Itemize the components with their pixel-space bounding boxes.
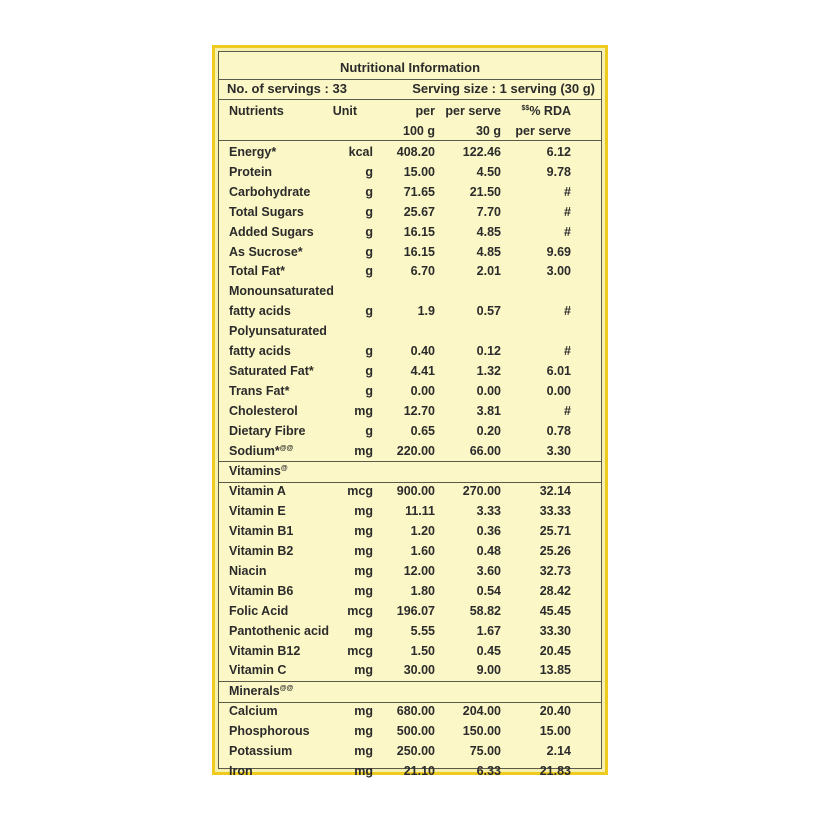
nutrient-name	[229, 245, 303, 259]
table-row	[219, 321, 601, 341]
value-rda: #	[564, 403, 571, 418]
nutrient-unit: mg	[354, 724, 373, 739]
table-row	[219, 281, 601, 301]
nutrient-name	[229, 324, 327, 338]
value-rda: 20.45	[539, 643, 571, 658]
nutrient-unit: mg	[354, 403, 373, 418]
nutrient-unit: mg	[354, 524, 373, 539]
nutrient-unit: g	[365, 244, 373, 259]
value-per-serve: 1.32	[476, 363, 501, 378]
value-rda: 6.12	[546, 145, 571, 159]
value-per-serve: 204.00	[462, 704, 501, 719]
value-per-100g: 0.00	[410, 383, 435, 398]
value-per-serve: 66.00	[469, 443, 501, 458]
nutrient-unit: g	[365, 383, 373, 398]
nutrient-name-text: Saturated Fat*	[229, 363, 314, 378]
nutrient-name-text: Vitamin E	[229, 504, 286, 519]
table-row	[219, 301, 601, 321]
value-per-serve: 75.00	[469, 744, 501, 758]
value-per-serve: 0.36	[476, 524, 501, 539]
divider	[219, 79, 601, 80]
header-row-2	[219, 121, 601, 141]
value-rda: 0.00	[546, 383, 571, 398]
value-per-100g: 500.00	[396, 724, 435, 739]
table-row	[219, 162, 601, 182]
nutrient-name-text: Monounsaturated	[229, 284, 334, 299]
nutrient-unit: g	[365, 264, 373, 279]
value-per-serve: 150.00	[462, 724, 501, 739]
nutrient-unit: mg	[354, 704, 373, 719]
value-per-serve: 0.00	[476, 383, 501, 398]
value-per-100g: 1.20	[410, 524, 435, 539]
value-per-100g: 1.50	[410, 643, 435, 658]
value-per-100g: 0.65	[410, 423, 435, 438]
nutrient-name-text: Iron	[229, 763, 253, 778]
nutrient-name	[229, 205, 304, 219]
minerals-heading-text: Minerals	[229, 684, 280, 699]
nutrient-name-text: Potassium	[229, 744, 293, 758]
nutrient-name	[229, 704, 278, 718]
value-per-serve: 3.33	[476, 504, 501, 519]
value-per-100g: 15.00	[403, 164, 435, 179]
nutrient-unit: g	[365, 224, 373, 239]
nutrient-unit: g	[365, 184, 373, 199]
value-rda: 6.01	[546, 363, 571, 378]
vitamins-heading-footnote-mark: @	[280, 465, 288, 473]
nutrient-name	[229, 364, 314, 378]
nutrient-name-text: Vitamin B2	[229, 544, 294, 558]
nutrient-name	[229, 544, 293, 558]
nutrient-unit: mcg	[347, 643, 373, 658]
value-rda: 20.40	[539, 704, 571, 719]
nutrient-name	[229, 764, 253, 778]
nutrient-name	[229, 404, 298, 418]
nutrient-name-text: Phosphorous	[229, 724, 310, 739]
table-title: Nutritional Information	[339, 60, 481, 75]
nutrient-name	[229, 624, 329, 638]
value-per-serve: 270.00	[462, 484, 501, 499]
value-per-serve: 0.20	[476, 423, 501, 438]
table-row	[219, 481, 601, 501]
value-rda: 9.69	[546, 244, 571, 259]
nutrient-name-text: Polyunsaturated	[229, 324, 327, 339]
value-per-100g: 12.70	[403, 403, 435, 418]
nutrient-footnote-mark: @@	[279, 444, 294, 452]
nutrient-name	[229, 225, 314, 239]
value-per-100g: 5.55	[410, 623, 435, 638]
nutrient-name	[229, 264, 285, 278]
value-per-100g: 11.11	[405, 504, 435, 519]
value-rda: #	[564, 184, 571, 199]
nutrient-name-text: fatty acids	[229, 304, 291, 319]
nutrient-name	[229, 744, 292, 758]
nutrient-name	[229, 424, 305, 438]
value-per-serve: 0.57	[476, 304, 501, 319]
value-rda: 0.78	[546, 423, 571, 438]
nutrient-name	[229, 584, 293, 598]
value-per-100g: 0.40	[410, 344, 435, 358]
minerals-heading-label	[229, 684, 293, 698]
nutrient-name	[229, 384, 289, 398]
nutrient-name-text: Protein	[229, 164, 273, 179]
value-per-serve: 3.81	[476, 403, 501, 418]
vitamins-heading-label	[229, 464, 288, 478]
nutrient-unit: mg	[354, 544, 373, 558]
table-row	[219, 601, 601, 621]
value-per-serve: 1.67	[476, 623, 501, 638]
value-rda: #	[564, 344, 571, 358]
table-row	[219, 421, 601, 441]
value-rda: #	[564, 224, 571, 239]
header-100g: 100 g	[403, 124, 435, 138]
table-row	[219, 701, 601, 721]
nutrition-panel	[212, 45, 608, 778]
nutrient-unit: mg	[354, 563, 373, 578]
header-unit: Unit	[332, 104, 357, 118]
header-row-1	[219, 101, 601, 121]
rda-label: % RDA	[529, 104, 571, 118]
value-per-serve: 4.50	[476, 164, 501, 179]
table-row	[219, 222, 601, 242]
nutrient-name-text: Vitamin C	[229, 663, 287, 678]
value-per-serve: 0.54	[476, 583, 501, 598]
minerals-heading	[219, 681, 601, 701]
nutrient-name	[229, 284, 334, 298]
value-per-100g: 16.15	[403, 244, 435, 259]
value-rda: 33.33	[539, 504, 571, 519]
nutrient-name	[229, 604, 288, 618]
nutrient-unit: mg	[354, 504, 373, 519]
value-per-100g: 25.67	[403, 204, 435, 219]
value-per-100g: 1.80	[410, 583, 435, 598]
nutrient-name-text: Added Sugars	[229, 224, 314, 239]
value-per-serve: 4.85	[476, 244, 501, 259]
nutrient-unit: mg	[354, 744, 373, 758]
nutrient-name-text: Energy*	[229, 145, 277, 159]
value-rda: 45.45	[539, 603, 571, 618]
value-per-100g: 196.07	[396, 603, 435, 618]
table-row	[219, 561, 601, 581]
value-per-serve: 0.12	[476, 344, 501, 358]
value-per-serve: 7.70	[476, 204, 501, 219]
nutrient-name	[229, 644, 300, 658]
header-rda	[509, 104, 571, 118]
table-row	[219, 741, 601, 761]
value-per-serve: 21.50	[469, 184, 501, 199]
value-rda: 33.30	[539, 623, 571, 638]
nutrient-name	[229, 304, 291, 318]
nutrient-unit: mcg	[347, 484, 373, 499]
header-per-serve: per serve	[445, 104, 501, 118]
nutrient-name	[229, 185, 310, 199]
nutrient-name-text: Vitamin B1	[229, 524, 294, 539]
value-per-serve: 6.33	[476, 763, 501, 778]
nutrient-name	[229, 504, 286, 518]
header-rda-per-serve: per serve	[515, 124, 571, 138]
value-rda: 2.14	[546, 744, 571, 758]
value-rda: 15.00	[539, 724, 571, 739]
table-row	[219, 182, 601, 202]
divider	[219, 99, 601, 100]
value-per-serve: 58.82	[469, 603, 501, 618]
value-per-serve: 122.46	[462, 145, 501, 159]
nutrient-name-text: Cholesterol	[229, 403, 298, 418]
nutrient-unit: g	[365, 304, 373, 319]
value-per-serve: 0.45	[476, 643, 501, 658]
nutrient-unit: mg	[354, 583, 373, 598]
table-row	[219, 381, 601, 401]
nutrient-name-text: As Sucrose*	[229, 244, 303, 259]
nutrient-name	[229, 564, 267, 578]
table-row	[219, 761, 601, 781]
nutrient-name-text: Total Fat*	[229, 264, 286, 279]
table-row	[219, 721, 601, 741]
table-row	[219, 441, 601, 461]
value-per-100g: 71.65	[403, 184, 435, 199]
table-row	[219, 621, 601, 641]
value-per-serve: 2.01	[476, 264, 501, 279]
nutrient-name-text: Dietary Fibre	[229, 423, 306, 438]
value-per-100g: 408.20	[396, 145, 435, 159]
header-nutrients: Nutrients	[229, 104, 284, 118]
table-row	[219, 660, 601, 680]
table-row	[219, 142, 601, 162]
value-rda: #	[564, 204, 571, 219]
nutrient-name	[229, 484, 286, 498]
nutrient-unit: mcg	[347, 603, 373, 618]
serving-size: Serving size : 1 serving (30 g)	[412, 81, 595, 96]
value-per-serve: 4.85	[476, 224, 501, 239]
value-per-100g: 16.15	[403, 224, 435, 239]
value-per-100g: 30.00	[403, 663, 435, 678]
value-rda: 32.14	[539, 484, 571, 499]
value-per-serve: 3.60	[476, 563, 501, 578]
table-row	[219, 401, 601, 421]
nutrient-unit: kcal	[348, 145, 373, 159]
nutrition-table	[218, 51, 602, 778]
nutrient-unit: mg	[354, 763, 373, 778]
nutrient-unit: g	[365, 204, 373, 219]
value-per-100g: 680.00	[396, 704, 435, 719]
value-per-100g: 900.00	[396, 484, 435, 499]
nutrient-name-text: Vitamin B12	[229, 643, 301, 658]
header-per: per	[415, 104, 435, 118]
value-rda: 21.83	[539, 763, 571, 778]
nutrient-name-text: Sodium*	[229, 443, 280, 458]
table-row	[219, 361, 601, 381]
nutrient-name-text: Vitamin B6	[229, 583, 294, 598]
value-per-100g: 250.00	[396, 744, 435, 758]
value-rda: 3.30	[546, 443, 571, 458]
value-per-100g: 21.10	[403, 763, 435, 778]
nutrient-unit: g	[365, 363, 373, 378]
table-row	[219, 581, 601, 601]
value-rda: 3.00	[546, 264, 571, 279]
value-rda: 13.85	[539, 663, 571, 678]
table-row	[219, 521, 601, 541]
value-per-serve: 0.48	[476, 544, 501, 558]
nutrient-name-text: fatty acids	[229, 344, 291, 358]
value-per-100g: 220.00	[396, 443, 435, 458]
value-rda: 25.71	[539, 524, 571, 539]
table-row	[219, 242, 601, 262]
nutrient-name	[229, 444, 293, 458]
value-rda: 32.73	[539, 563, 571, 578]
table-row	[219, 261, 601, 281]
rda-mark: $$	[521, 104, 530, 112]
nutrient-name-text: Calcium	[229, 704, 278, 719]
nutrient-unit: mg	[354, 443, 373, 458]
header-30g: 30 g	[475, 124, 501, 138]
nutrient-name	[229, 724, 310, 738]
value-rda: 9.78	[546, 164, 571, 179]
table-row	[219, 501, 601, 521]
nutrient-name-text: Folic Acid	[229, 603, 289, 618]
table-row	[219, 541, 601, 561]
nutrient-unit: g	[365, 423, 373, 438]
table-row	[219, 202, 601, 222]
table-row	[219, 341, 601, 361]
nutrient-name-text: Trans Fat*	[229, 383, 290, 398]
value-per-100g: 1.9	[417, 304, 435, 319]
table-row	[219, 641, 601, 661]
nutrient-name	[229, 524, 293, 538]
nutrient-name-text: Total Sugars	[229, 204, 304, 219]
nutrient-name	[229, 344, 291, 358]
value-per-100g: 1.60	[410, 544, 435, 558]
value-per-100g: 12.00	[403, 563, 435, 578]
nutrient-unit: g	[365, 344, 373, 358]
divider	[219, 140, 601, 141]
nutrient-name-text: Carbohydrate	[229, 184, 311, 199]
nutrient-unit: g	[365, 164, 373, 179]
value-rda: 25.26	[539, 544, 571, 558]
nutrient-name	[229, 165, 272, 179]
vitamins-heading	[219, 461, 601, 481]
nutrient-name-text: Niacin	[229, 563, 267, 578]
value-per-100g: 6.70	[410, 264, 435, 279]
value-per-serve: 9.00	[476, 663, 501, 678]
nutrient-name-text: Vitamin A	[229, 484, 286, 499]
nutrient-unit: mg	[354, 663, 373, 678]
nutrient-unit: mg	[354, 623, 373, 638]
value-per-100g: 4.41	[410, 363, 435, 378]
value-rda: 28.42	[539, 583, 571, 598]
servings-count: No. of servings : 33	[227, 81, 347, 96]
vitamins-heading-text: Vitamins	[229, 464, 281, 479]
nutrient-name	[229, 145, 276, 159]
nutrient-name	[229, 663, 286, 677]
minerals-heading-footnote-mark: @@	[279, 685, 294, 693]
value-rda: #	[564, 304, 571, 319]
nutrient-name-text: Pantothenic acid	[229, 623, 330, 638]
